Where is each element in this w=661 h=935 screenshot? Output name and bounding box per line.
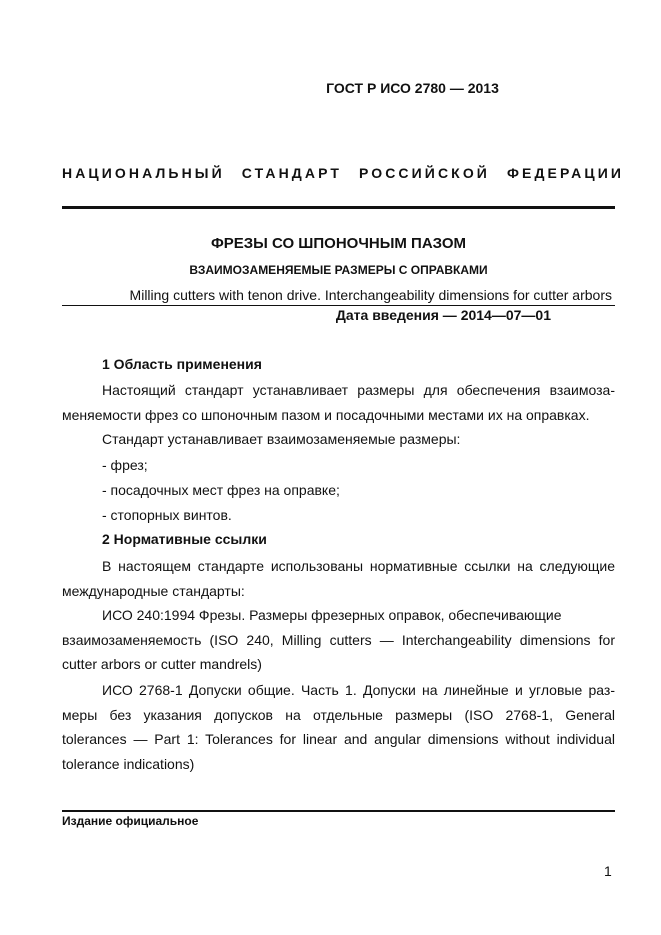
official-edition-label: Издание официальное — [62, 814, 199, 828]
text-line: Настоящий стандарт устанавливает размеры для обеспечения взаимоза- — [102, 382, 615, 398]
text-line: ИСО 2768-1 Допуски общие. Часть 1. Допуски на линейные и угловые раз- — [102, 682, 615, 698]
title-divider — [62, 305, 615, 306]
list-item: - стопорных винтов. — [102, 507, 232, 523]
document-title: ФРЕЗЫ СО ШПОНОЧНЫМ ПАЗОМ — [210, 235, 467, 252]
list-item: - посадочных мест фрез на оправке; — [102, 482, 340, 498]
introduction-date: Дата введения — 2014—07—01 — [335, 307, 551, 323]
section-2-heading: 2 Нормативные ссылки — [102, 531, 267, 547]
text-line: ИСО 240:1994 Фрезы. Размеры фрезерных оправок, обеспечивающие — [102, 607, 562, 623]
text-line: tolerance indications) — [62, 755, 195, 772]
section-1-heading: 1 Область применения — [102, 356, 262, 372]
page-number: 1 — [604, 863, 612, 879]
text-line: меняемости фрез со шпоночным пазом и посадочными местами их на оправках. — [62, 406, 590, 423]
section-2-paragraph-1 — [62, 554, 615, 603]
section-1-paragraph-1 — [62, 378, 615, 427]
section-1-paragraph-2: Стандарт устанавливает взаимозаменяемые размеры: — [102, 431, 461, 447]
text-line: В настоящем стандарте использованы нормативные ссылки на следующие — [102, 558, 615, 574]
document-code: ГОСТ Р ИСО 2780 — 2013 — [326, 80, 499, 96]
text-line: международные стандарты: — [62, 582, 245, 599]
text-line: tolerances — Part 1: Tolerances for linear and angular dimensions without individual — [62, 731, 615, 747]
list-item: - фрез; — [102, 457, 148, 473]
footer-divider — [62, 810, 615, 812]
text-line: взаимозаменяемость (ISO 240, Milling cutters — Interchangeability dimensions for — [62, 631, 615, 648]
national-standard-heading: НАЦИОНАЛЬНЫЙ СТАНДАРТ РОССИЙСКОЙ ФЕДЕРАЦИИ — [62, 165, 625, 181]
english-title: Milling cutters with tenon drive. Interchangeability dimensions for cutter arbors — [129, 287, 612, 303]
text-line: cutter arbors or cutter mandrels) — [62, 656, 262, 672]
text-line: меры без указания допусков на отдельные размеры (ISO 2768-1, General — [62, 706, 615, 723]
reference-iso-240 — [62, 603, 615, 677]
header-divider — [62, 206, 615, 209]
reference-iso-2768-1 — [62, 678, 615, 776]
document-subtitle: ВЗАИМОЗАМЕНЯЕМЫЕ РАЗМЕРЫ С ОПРАВКАМИ — [189, 263, 488, 277]
